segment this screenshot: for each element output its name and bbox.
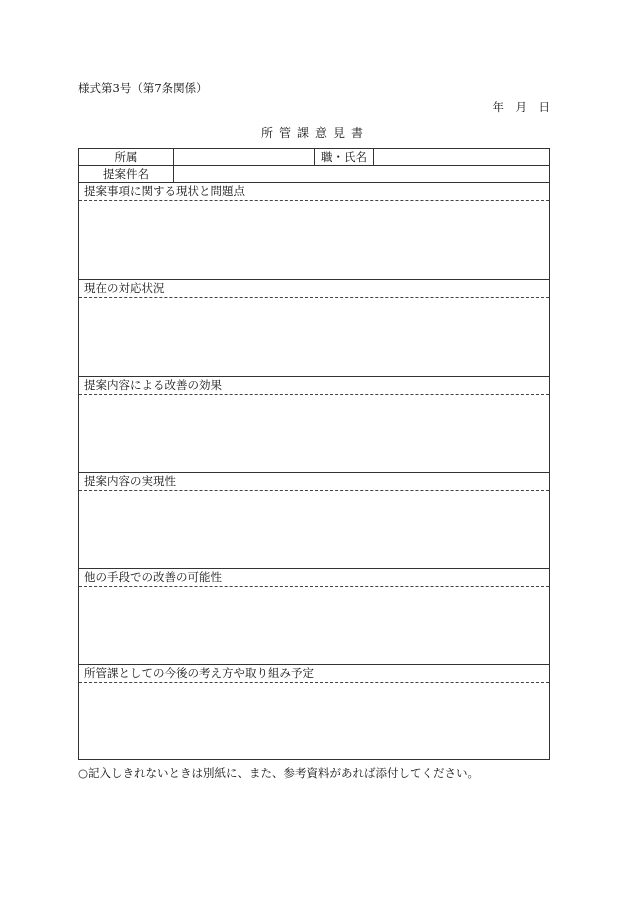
section-label: 提案内容による改善の効果 bbox=[79, 377, 549, 395]
position-name-label: 職・氏名 bbox=[315, 149, 374, 165]
department-field[interactable] bbox=[174, 149, 315, 165]
department-name-row bbox=[79, 149, 549, 166]
proposal-title-row bbox=[79, 166, 549, 183]
section-input-area[interactable] bbox=[79, 201, 549, 279]
section-label: 所管課としての今後の考え方や取り組み予定 bbox=[79, 665, 549, 683]
section-input-area[interactable] bbox=[79, 683, 549, 759]
section-label: 他の手段での改善の可能性 bbox=[79, 569, 549, 587]
section-label: 提案事項に関する現状と問題点 bbox=[79, 183, 549, 201]
opinion-form-table bbox=[78, 148, 550, 760]
section-future-plans bbox=[79, 665, 549, 759]
department-label: 所属 bbox=[79, 149, 174, 165]
section-input-area[interactable] bbox=[79, 395, 549, 472]
proposal-title-field[interactable] bbox=[174, 166, 549, 182]
section-label: 現在の対応状況 bbox=[79, 280, 549, 298]
position-name-field[interactable] bbox=[374, 149, 549, 165]
section-input-area[interactable] bbox=[79, 298, 549, 376]
section-feasibility bbox=[79, 473, 549, 569]
section-current-response bbox=[79, 280, 549, 377]
section-input-area[interactable] bbox=[79, 587, 549, 664]
date-line: 年 月 日 bbox=[492, 100, 550, 114]
footer-note: ○記入しきれないときは別紙に、また、参考資料があれば添付してください。 bbox=[78, 766, 480, 780]
form-number: 様式第3号（第7条関係） bbox=[78, 81, 208, 95]
section-input-area[interactable] bbox=[79, 491, 549, 568]
section-label: 提案内容の実現性 bbox=[79, 473, 549, 491]
proposal-title-label: 提案件名 bbox=[79, 166, 174, 182]
document-title: 所管課意見書 bbox=[260, 126, 369, 140]
section-improvement-effect bbox=[79, 377, 549, 473]
section-current-issues bbox=[79, 183, 549, 280]
section-alternative-means bbox=[79, 569, 549, 665]
